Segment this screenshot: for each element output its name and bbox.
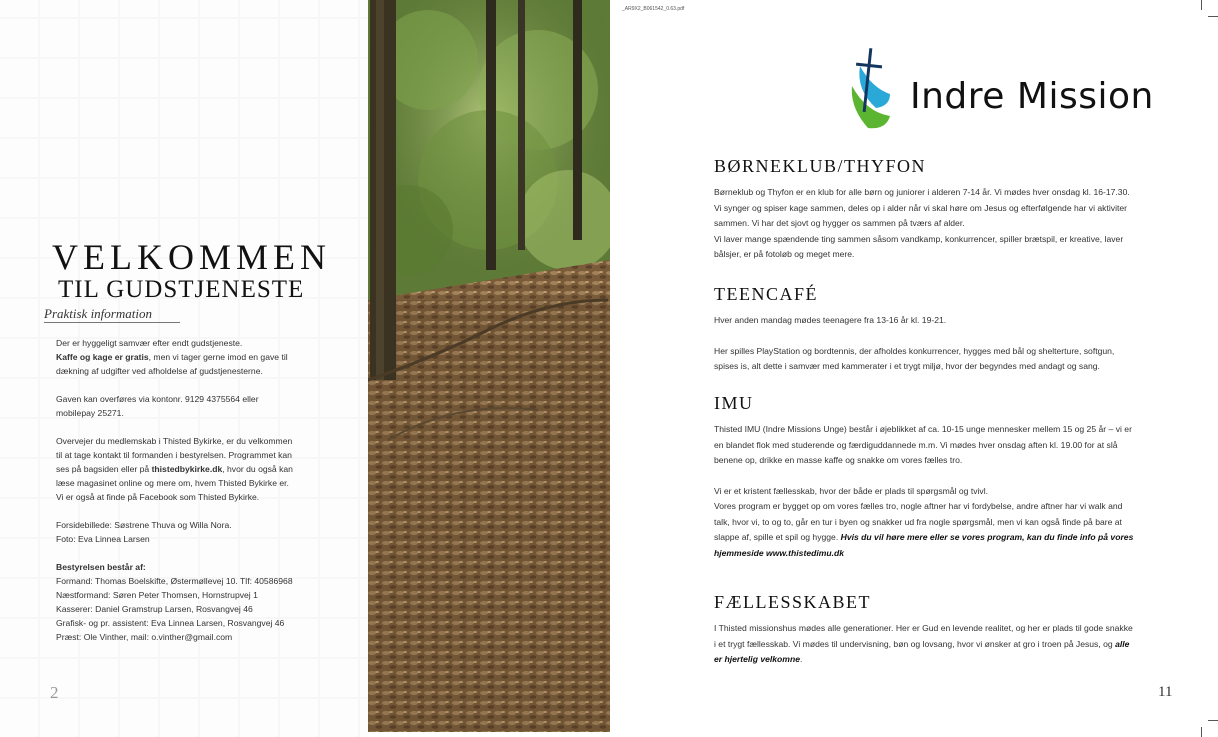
info-text: , men vi tager gerne imod en gave til dækning af udgifter ved afholdelse af gudstjenesterne. — [56, 352, 288, 376]
logo-text: Indre Mission — [910, 76, 1154, 117]
section-borneklub — [714, 156, 1134, 263]
membership-text-end: , hvor du også kan læse magasinet online og mere om, hvem Thisted Bykirke er. Vi er også at finde på Facebook som Thisted Bykirke. — [56, 464, 293, 502]
section-title: IMU — [714, 393, 754, 413]
section-body: Vi er et kristent fællesskab, hvor der både er plads til spørgsmål og tvivl. — [714, 485, 989, 496]
section-teencafe — [714, 284, 1134, 375]
section-imu — [714, 393, 1134, 561]
board-member: Præst: Ole Vinther, mail: o.vinther@gmail.com — [56, 632, 233, 642]
membership-text: Overvejer du medlemskab i Thisted Bykirke, er du velkommen til at tage kontakt til formanden i bestyrelsen. Programmet kan ses på bagsiden eller på — [56, 436, 293, 474]
donation-info: Gaven kan overføres via kontonr. 9129 4375564 eller mobilepay 25271. — [56, 394, 259, 418]
crop-mark — [1208, 16, 1218, 17]
board-member: Kasserer: Daniel Gramstrup Larsen, Rosvangvej 46 — [56, 604, 253, 614]
section-body-end: . — [799, 654, 803, 664]
info-line: Der er hyggeligt samvær efter endt gudstjeneste. — [56, 338, 243, 348]
script-heading: Praktisk information — [44, 306, 152, 321]
crop-mark — [1201, 727, 1202, 737]
board-title: Bestyrelsen består af: — [56, 562, 146, 572]
left-page — [0, 0, 368, 737]
document-id: _AR9X2_B061542_0.63.pdf — [622, 6, 685, 12]
forest-photo — [368, 0, 610, 732]
imu-website-link[interactable]: Hvis du vil høre mere eller se vores program, kan du finde info på vores hjemmeside www.thistedimu.dk — [714, 532, 1134, 558]
page-number-right: 11 — [1158, 684, 1173, 700]
indre-mission-logo — [846, 46, 1176, 136]
forest-illustration — [368, 0, 610, 732]
board-member: Næstformand: Søren Peter Thomsen, Hornstrupvej 1 — [56, 590, 258, 600]
photo-credit: Foto: Eva Linnea Larsen — [56, 534, 150, 544]
section-faellesskabet — [714, 592, 1134, 668]
board-member: Grafisk- og pr. assistent: Eva Linnea Larsen, Rosvangvej 46 — [56, 618, 285, 628]
practical-info — [56, 336, 296, 644]
section-title: FÆLLESSKABET — [714, 592, 872, 612]
welcome-emphasis: alle er hjertelig velkomne — [714, 638, 1130, 664]
section-body — [714, 621, 1134, 668]
section-title: TEENCAFÉ — [714, 284, 818, 304]
crop-mark — [1201, 0, 1202, 10]
cross-flame-logo-icon — [846, 46, 900, 136]
script-underline — [44, 322, 180, 323]
board-member: Formand: Thomas Boelskifte, Østermøllevej 10. Tlf: 40586968 — [56, 576, 293, 586]
membership-info — [56, 434, 296, 504]
cover-caption: Forsidebillede: Søstrene Thuva og Willa Nora. — [56, 520, 232, 530]
page-title: VELKOMMEN — [52, 237, 331, 277]
section-body: Børneklub og Thyfon er en klub for alle børn og juniorer i alderen 7-14 år. Vi mødes hver onsdag kl. 16-17.30. Vi synger og spiser kage sammen, deles op i alder når vi skal høre om Jesus og efterfølgende har vi aktiviter sammen. Vi har det sjovt og hygger os sammen på tværs af alder. — [714, 187, 1130, 228]
section-body: Thisted IMU (Indre Missions Unge) består i øjeblikket af ca. 10-15 unge mennesker mellem 15 og 25 år – vi er en blandet flok med studerende og færdiguddannede m.m. Vi mødes hver onsdag aften kl. 19.00 for at slå benene op, drikke en masse kaffe og snakke om vores fælles tro. — [714, 424, 1132, 465]
section-body: Her spilles PlayStation og bordtennis, der afholdes konkurrencer, hygges med bål og shelterture, softgun, spises is, alt dette i samvær med kammerater i et trygt miljø, hvor der begyndes med andagt og sang. — [714, 345, 1115, 371]
info-paragraph — [56, 350, 296, 378]
section-body — [714, 499, 1134, 561]
page-subtitle: TIL GUDSTJENESTE — [58, 276, 305, 303]
crop-mark — [1208, 720, 1218, 721]
section-body-text: I Thisted missionshus mødes alle generationer. Her er Gud en levende realitet, og her er plads til gode snakke i et trygt fællesskab. Vi mødes til undervisning, bøn og lovsang, hvor vi ønsker at gro i troen på Jesus, og — [714, 623, 1133, 649]
page-number-left: 2 — [50, 683, 59, 702]
section-title: BØRNEKLUB/THYFON — [714, 156, 927, 176]
section-body-text: Vores program er bygget op om vores fælles tro, nogle aftner har vi fordybelse, andre aftner har vi walk and talk, hvor vi, to og to, går en tur i byen og snakker ud fra nogle spørgsmål, men vi kan også finde på bare at slappe af, spille et spil og hygge. — [714, 501, 1123, 542]
section-body: Vi laver mange spændende ting sammen såsom vandkamp, konkurrencer, spiller brætspil, er kreative, laver bålsjer, er på fotoløb og meget mere. — [714, 233, 1124, 259]
website-link[interactable]: thistedbykirke.dk — [151, 464, 223, 474]
info-bold: Kaffe og kage er gratis — [56, 352, 149, 362]
section-body: Hver anden mandag mødes teenagere fra 13-16 år kl. 19-21. — [714, 315, 947, 325]
